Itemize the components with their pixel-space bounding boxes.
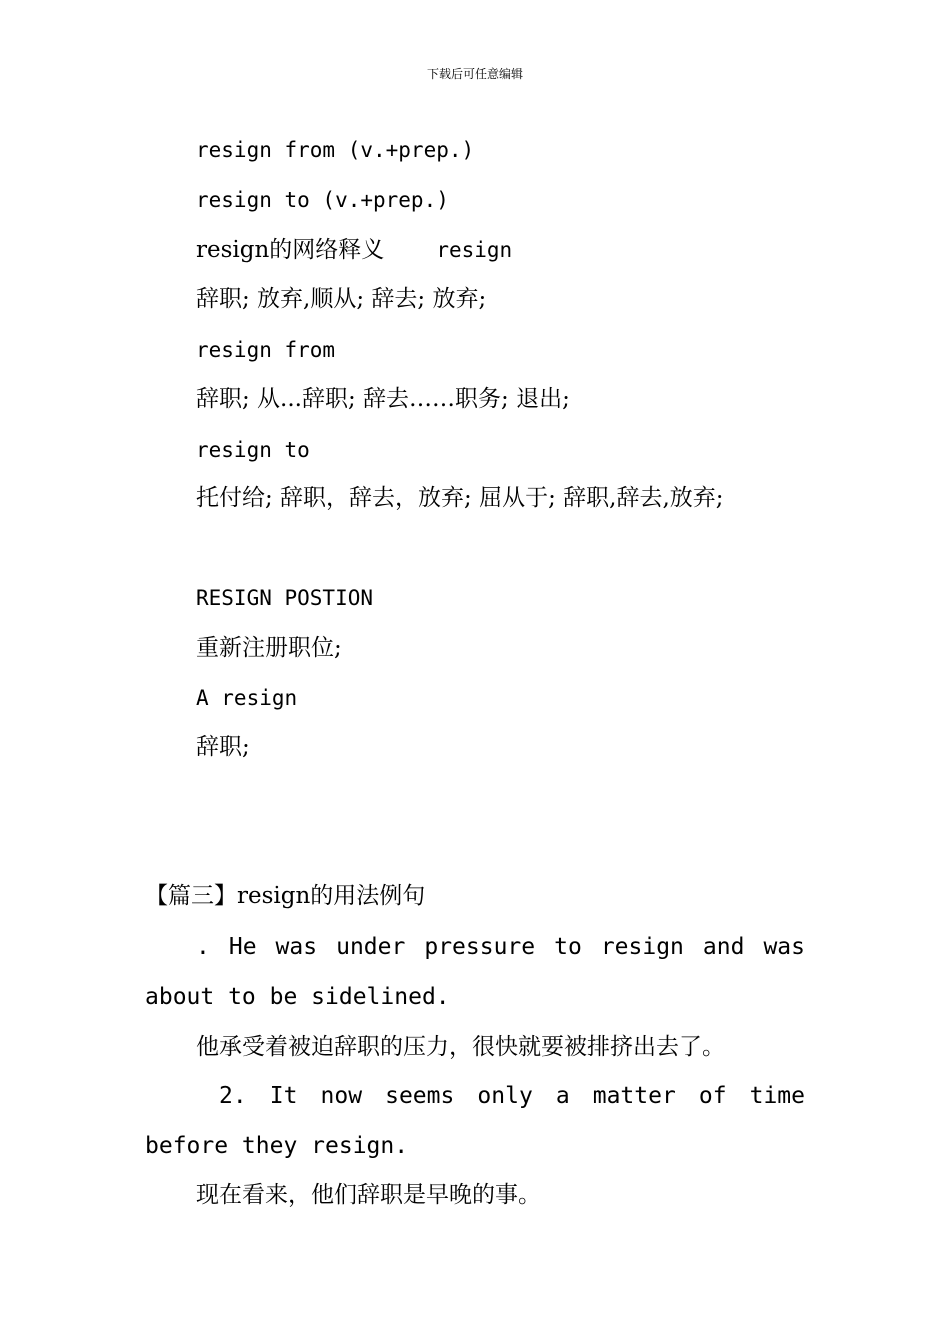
text-line-resign-to: resign to bbox=[196, 438, 310, 462]
example-1-english bbox=[145, 922, 805, 1022]
text-line-resign-postion: RESIGN POSTION bbox=[196, 586, 374, 610]
text-line-resign-to-pos: resign to (v.+prep.) bbox=[196, 188, 449, 212]
section-title: 【篇三】resign的用法例句 bbox=[145, 883, 426, 909]
example-2-english-text: 2. It now seems only a matter of time before they resign. bbox=[145, 1083, 805, 1159]
text-line-a-resign: A resign bbox=[196, 686, 298, 710]
page-header-note: 下载后可任意编辑 bbox=[426, 67, 523, 81]
example-2-english bbox=[145, 1071, 805, 1171]
example-1-chinese: 他承受着被迫辞职的压力，很快就要被排挤出去了。 bbox=[196, 1034, 725, 1060]
text-line-resign-postion-meaning: 重新注册职位; bbox=[196, 635, 342, 661]
text-line-web-definition bbox=[196, 235, 512, 265]
text-line-resign-meanings: 辞职; 放弃,顺从; 辞去; 放弃; bbox=[196, 286, 487, 312]
text-line-a-resign-meaning: 辞职; bbox=[196, 734, 250, 760]
web-definition-term: resign bbox=[436, 238, 513, 262]
web-definition-heading: resign的网络释义 bbox=[196, 237, 385, 263]
example-1-english-text: . He was under pressure to resign and was about to be sidelined. bbox=[145, 934, 805, 1010]
text-line-resign-from: resign from bbox=[196, 338, 336, 362]
text-line-resign-from-meanings: 辞职; 从...辞职; 辞去……职务; 退出; bbox=[196, 386, 570, 412]
text-para-resign-to-meanings bbox=[145, 473, 805, 523]
text-line-resign-from-pos: resign from (v.+prep.) bbox=[196, 138, 475, 162]
example-2-chinese: 现在看来，他们辞职是早晚的事。 bbox=[196, 1182, 541, 1208]
resign-to-meanings-text: 托付给; 辞职，辞去，放弃; 屈从于; 辞职,辞去,放弃; bbox=[196, 485, 724, 511]
